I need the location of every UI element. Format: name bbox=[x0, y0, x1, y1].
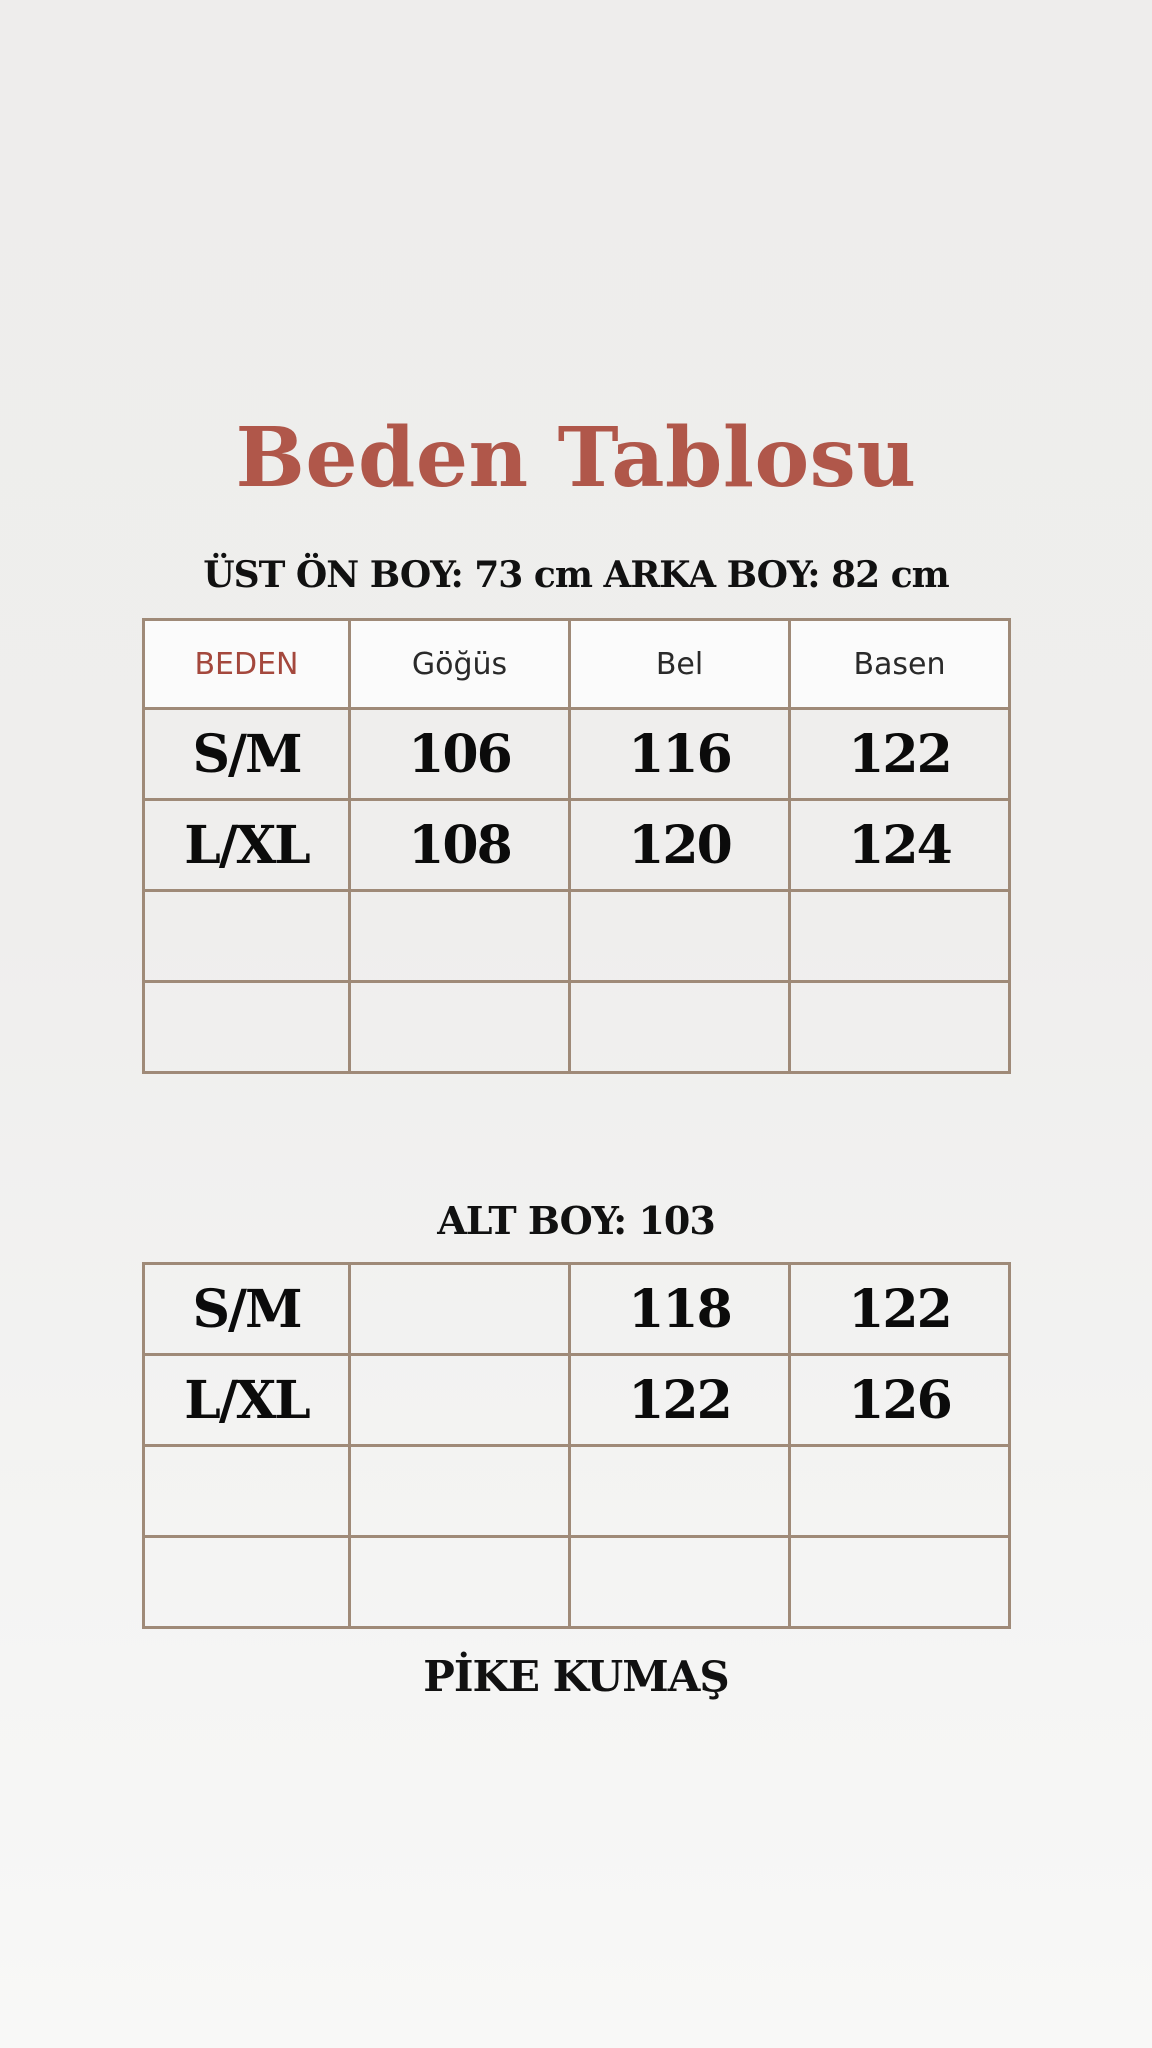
blank-cell bbox=[350, 1264, 570, 1355]
blank-cell bbox=[350, 1355, 570, 1446]
empty-cell bbox=[570, 891, 790, 982]
basen-cell: 122 bbox=[790, 709, 1010, 800]
value-cell: 126 bbox=[790, 1355, 1010, 1446]
empty-table-row bbox=[144, 1537, 1010, 1628]
top-size-table bbox=[142, 618, 1011, 1074]
empty-cell bbox=[144, 982, 350, 1073]
empty-cell bbox=[144, 1537, 350, 1628]
column-header-basen: Basen bbox=[790, 620, 1010, 709]
bottom-length-info: ALT BOY: 103 bbox=[437, 1198, 715, 1243]
table-row bbox=[144, 1355, 1010, 1446]
column-header-beden: BEDEN bbox=[144, 620, 350, 709]
empty-table-row bbox=[144, 1446, 1010, 1537]
size-cell: S/M bbox=[144, 709, 350, 800]
empty-cell bbox=[790, 891, 1010, 982]
empty-cell bbox=[570, 1446, 790, 1537]
top-length-info: ÜST ÖN BOY: 73 cm ARKA BOY: 82 cm bbox=[203, 554, 949, 596]
empty-cell bbox=[350, 982, 570, 1073]
column-header-gogus: Göğüs bbox=[350, 620, 570, 709]
table-row bbox=[144, 800, 1010, 891]
empty-cell bbox=[144, 891, 350, 982]
table-row bbox=[144, 709, 1010, 800]
value-cell: 118 bbox=[570, 1264, 790, 1355]
page-title: Beden Tablosu bbox=[235, 410, 917, 506]
empty-cell bbox=[790, 1446, 1010, 1537]
size-cell: S/M bbox=[144, 1264, 350, 1355]
empty-cell bbox=[350, 1537, 570, 1628]
bel-cell: 120 bbox=[570, 800, 790, 891]
basen-cell: 124 bbox=[790, 800, 1010, 891]
empty-cell bbox=[350, 1446, 570, 1537]
empty-cell bbox=[350, 891, 570, 982]
size-cell: L/XL bbox=[144, 800, 350, 891]
empty-cell bbox=[570, 982, 790, 1073]
column-header-bel: Bel bbox=[570, 620, 790, 709]
empty-cell bbox=[144, 1446, 350, 1537]
bottom-size-table bbox=[142, 1262, 1011, 1629]
bel-cell: 116 bbox=[570, 709, 790, 800]
gogus-cell: 106 bbox=[350, 709, 570, 800]
value-cell: 122 bbox=[570, 1355, 790, 1446]
empty-table-row bbox=[144, 891, 1010, 982]
empty-cell bbox=[790, 982, 1010, 1073]
size-cell: L/XL bbox=[144, 1355, 350, 1446]
empty-cell bbox=[790, 1537, 1010, 1628]
fabric-label: PİKE KUMAŞ bbox=[423, 1652, 729, 1701]
value-cell: 122 bbox=[790, 1264, 1010, 1355]
empty-table-row bbox=[144, 982, 1010, 1073]
empty-cell bbox=[570, 1537, 790, 1628]
table-row bbox=[144, 1264, 1010, 1355]
gogus-cell: 108 bbox=[350, 800, 570, 891]
table-header-row bbox=[144, 620, 1010, 709]
